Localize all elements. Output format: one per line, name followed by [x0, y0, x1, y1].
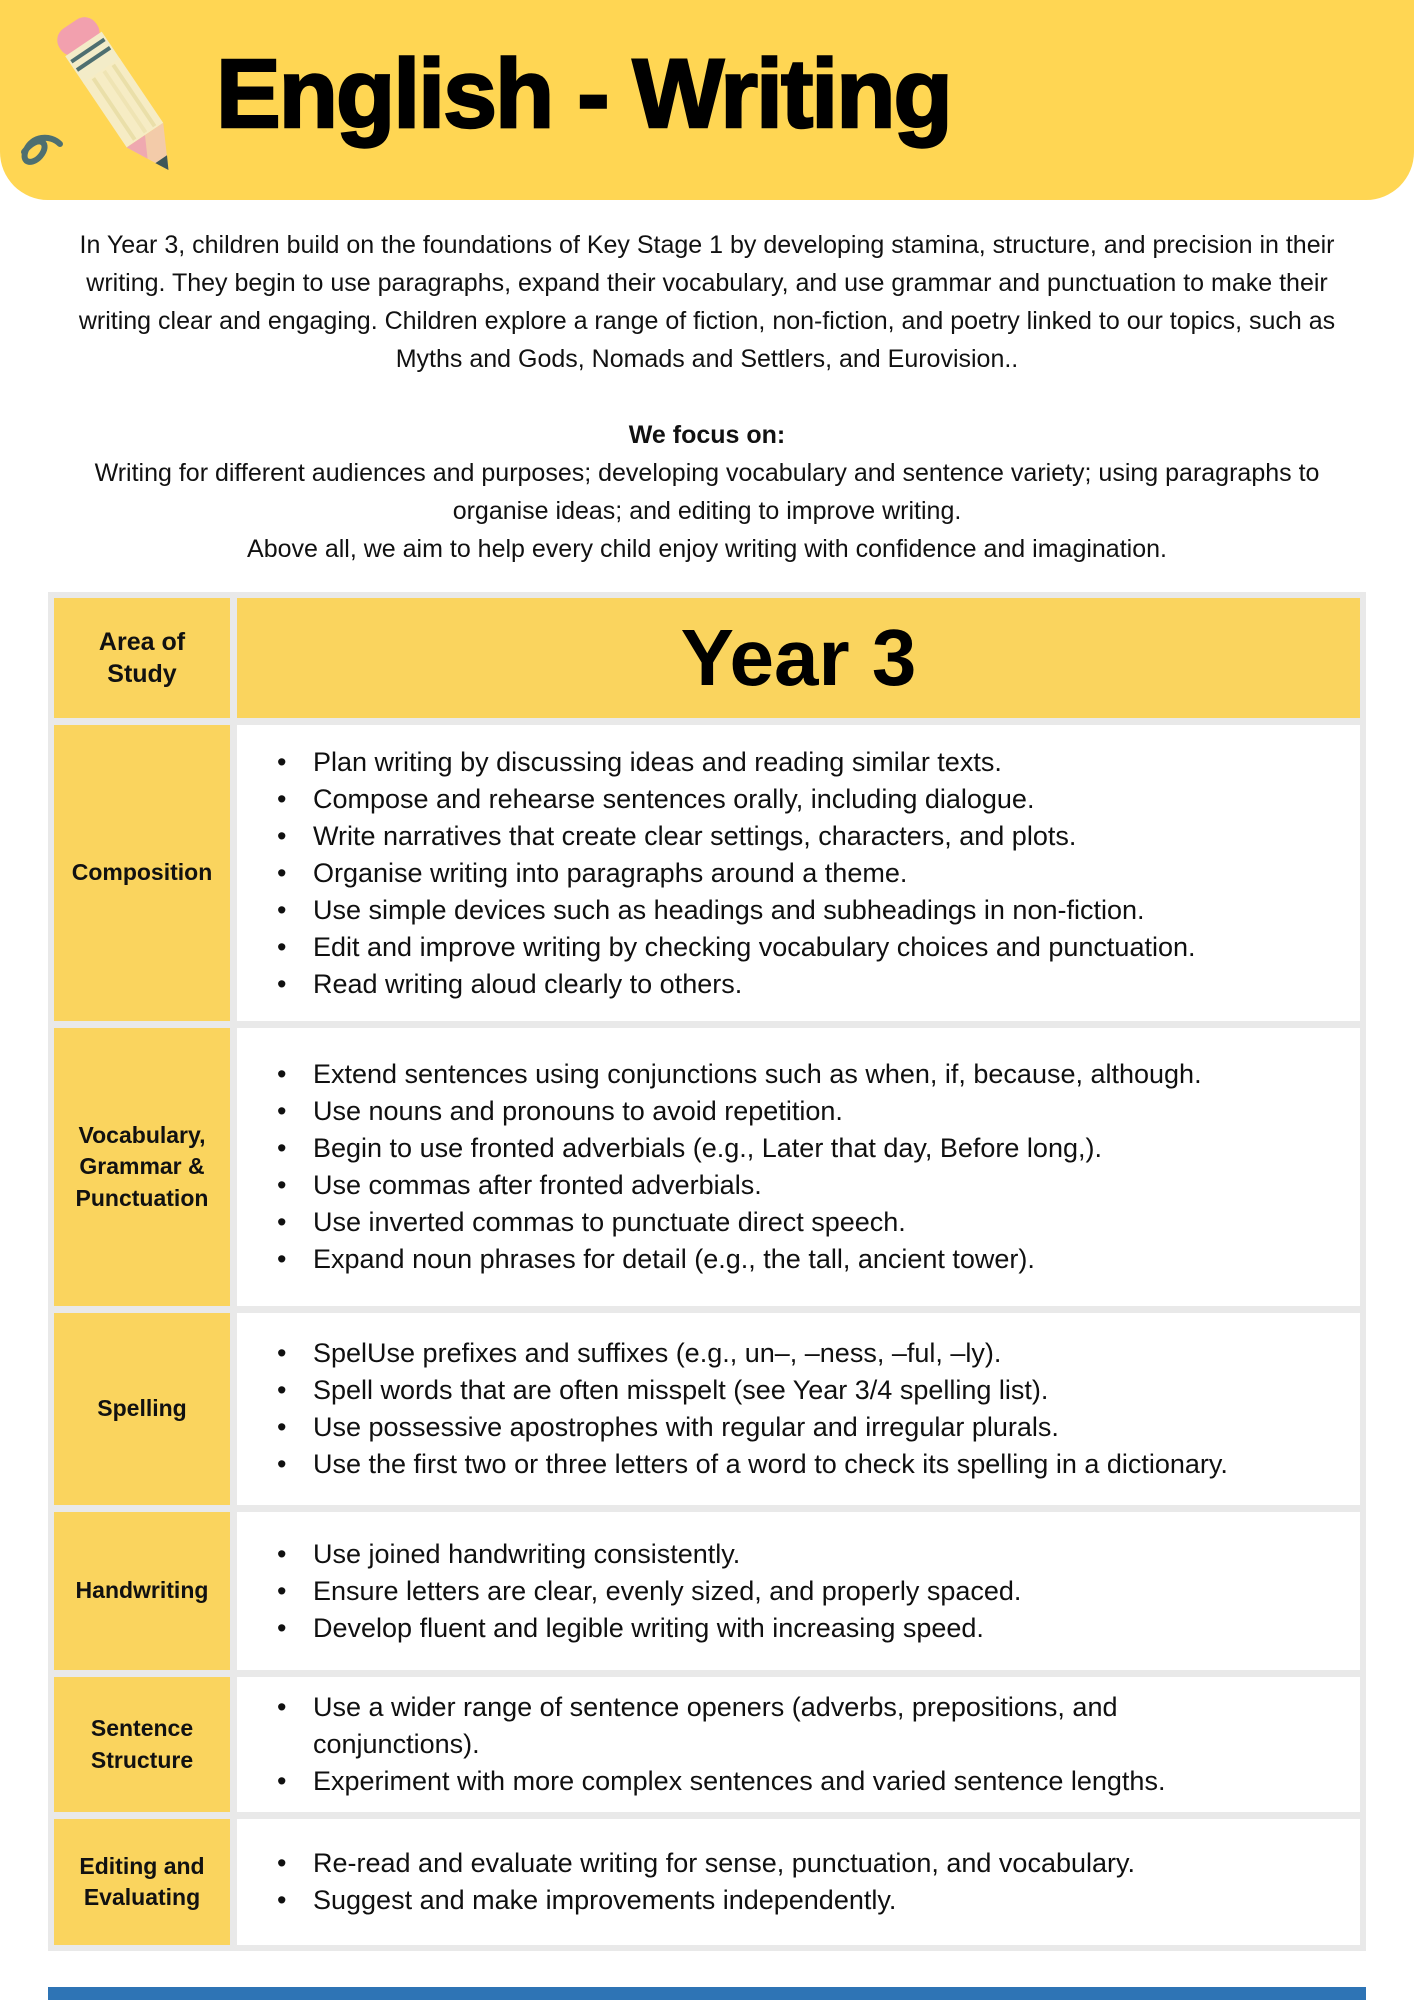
bullet-item: • Suggest and make improvements independently.	[261, 1882, 1246, 1919]
intro-section	[52, 226, 1362, 568]
area-of-study-header	[54, 598, 230, 718]
bullet-item: • Use simple devices such as headings and subheadings in non-fiction.	[261, 892, 1246, 929]
area-label: Composition	[71, 859, 213, 886]
area-cell	[54, 725, 230, 1021]
bullet-item: • Edit and improve writing by checking vocabulary choices and punctuation.	[261, 929, 1246, 966]
bullet-list	[261, 744, 1246, 1003]
bullet-item: • Write narratives that create clear settings, characters, and plots.	[261, 818, 1246, 855]
area-cell	[54, 1313, 230, 1505]
bullet-item: • Re-read and evaluate writing for sense, punctuation, and vocabulary.	[261, 1845, 1246, 1882]
focus-paragraph: Writing for different audiences and purposes; developing vocabulary and sentence variety; using paragraphs to organise ideas; and editing to improve writing.	[94, 459, 1320, 525]
bullet-item: • Experiment with more complex sentences and varied sentence lengths.	[261, 1763, 1246, 1800]
content-cell	[237, 1819, 1360, 1945]
bullet-item: • Ensure letters are clear, evenly sized, and properly spaced.	[261, 1573, 1246, 1610]
bullet-item: • Extend sentences using conjunctions such as when, if, because, although.	[261, 1056, 1246, 1093]
bullet-item: • Begin to use fronted adverbials (e.g., Later that day, Before long,).	[261, 1130, 1246, 1167]
year-header	[237, 598, 1360, 718]
bullet-item: • Use the first two or three letters of a word to check its spelling in a dictionary.	[261, 1446, 1246, 1483]
bullet-item: • Develop fluent and legible writing with increasing speed.	[261, 1610, 1246, 1647]
bullet-item: • Use joined handwriting consistently.	[261, 1536, 1246, 1573]
bullet-item: • Use inverted commas to punctuate direct speech.	[261, 1204, 1246, 1241]
bullet-item: • SpelUse prefixes and suffixes (e.g., un–, –ness, –ful, –ly).	[261, 1335, 1246, 1372]
bullet-item: • Compose and rehearse sentences orally, including dialogue.	[261, 781, 1246, 818]
area-of-study-header-label: Area of Study	[98, 627, 186, 688]
content-cell	[237, 1313, 1360, 1505]
focus-closing: Above all, we aim to help every child enjoy writing with confidence and imagination.	[247, 535, 1167, 563]
bullet-item: • Use possessive apostrophes with regular and irregular plurals.	[261, 1409, 1246, 1446]
content-cell	[237, 1028, 1360, 1306]
intro-paragraph: In Year 3, children build on the foundations of Key Stage 1 by developing stamina, structure, and precision in their writing. They begin to use paragraphs, expand their vocabulary, and use grammar and punctuation to make their writing clear and engaging. Children explore a range of fiction, non-fiction, and poetry linked to our topics, such as Myths and Gods, Nomads and Settlers, and Eurovision..	[78, 231, 1336, 373]
curriculum-table	[48, 592, 1366, 1951]
area-label: Vocabulary, Grammar & Punctuation	[75, 1122, 209, 1211]
area-label: Editing and Evaluating	[79, 1852, 205, 1910]
bullet-item: • Plan writing by discussing ideas and reading similar texts.	[261, 744, 1246, 781]
area-label: Spelling	[97, 1395, 187, 1422]
bullet-item: • Read writing aloud clearly to others.	[261, 966, 1246, 1003]
bullet-list	[261, 1845, 1246, 1919]
next-section-bar	[48, 1987, 1366, 2000]
bullet-list	[261, 1536, 1246, 1647]
curriculum-table-body	[54, 598, 1360, 1945]
area-label: Handwriting	[75, 1577, 209, 1604]
header-banner	[0, 0, 1414, 200]
content-cell	[237, 1512, 1360, 1670]
bullet-item: • Use commas after fronted adverbials.	[261, 1167, 1246, 1204]
bullet-item: • Use nouns and pronouns to avoid repetition.	[261, 1093, 1246, 1130]
area-cell	[54, 1677, 230, 1812]
content-cell	[237, 1677, 1360, 1812]
pencil-icon	[0, 0, 210, 200]
bullet-list	[261, 1335, 1246, 1483]
bullet-item: • Organise writing into paragraphs around a theme.	[261, 855, 1246, 892]
bullet-item: • Spell words that are often misspelt (see Year 3/4 spelling list).	[261, 1372, 1246, 1409]
bullet-item: • Expand noun phrases for detail (e.g., the tall, ancient tower).	[261, 1241, 1246, 1278]
area-cell	[54, 1028, 230, 1306]
focus-heading: We focus on:	[628, 421, 786, 449]
year-header-label: Year 3	[680, 613, 917, 702]
page-title: English - Writing	[216, 38, 951, 148]
content-cell	[237, 725, 1360, 1021]
bullet-list	[261, 1056, 1246, 1278]
bullet-item: • Use a wider range of sentence openers (adverbs, prepositions, and conjunctions).	[261, 1689, 1246, 1763]
bullet-list	[261, 1689, 1246, 1800]
area-cell	[54, 1512, 230, 1670]
area-label: Sentence Structure	[90, 1715, 194, 1773]
area-cell	[54, 1819, 230, 1945]
